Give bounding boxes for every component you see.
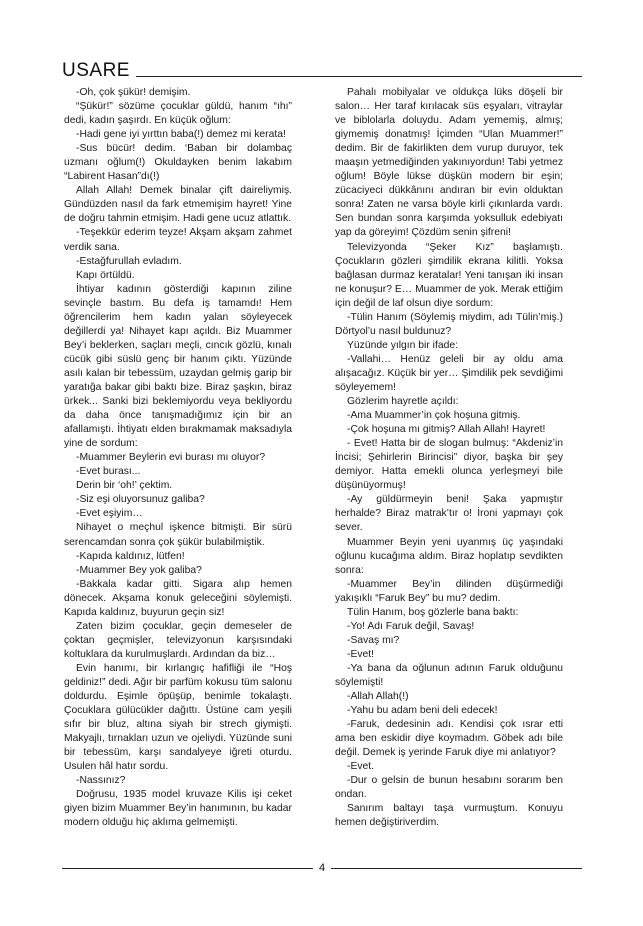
paragraph: -Muammer Beylerin evi burası mı oluyor?	[76, 452, 266, 464]
paragraph: -Evet!	[347, 648, 375, 660]
paragraph: Tülin Hanım, boş gözlerle bana baktı:	[347, 606, 519, 618]
paragraph: Allah Allah! Demek binalar çift daireliymiş. Gündüzden nasıl da fark etmemişim hayret! Yine de doğru tahmin etmişim. Hadi gene ucuz atlattık.	[64, 185, 292, 225]
paragraph: -Çok hoşuna mı gitmiş? Allah Allah! Hayret!	[347, 424, 546, 436]
paragraph: -Nassınız?	[76, 775, 126, 787]
paragraph: -Evet burası...	[76, 466, 141, 478]
paragraph: -Ya bana da oğlunun adının Faruk olduğunu söylemişti!	[335, 662, 563, 688]
paragraph: -Estağfurullah evladım.	[76, 255, 182, 267]
paragraph: -Siz eşi oluyorsunuz galiba?	[76, 494, 205, 506]
paragraph: Derin bir ‘oh!’ çektim.	[76, 480, 173, 492]
paragraph: -Dur o gelsin de bunun hesabını sorarım ben ondan.	[335, 775, 563, 801]
paragraph: -Hadi gene iyi yırttın baba(!) demez mi kerata!	[76, 129, 286, 141]
left-text-column	[64, 86, 292, 830]
paragraph: Sanırım baltayı taşa vurmuştum. Konuyu hemen değiştiriverdim.	[335, 803, 563, 829]
paragraph: -Ama Muammer’in çok hoşuna gitmiş.	[347, 410, 521, 422]
paragraph: Yüzünde yılgın bir ifade:	[347, 339, 458, 351]
paragraph: Nihayet o meçhul işkence bitmişti. Bir sürü serencamdan sonra çok şükür bulabilmiştik.	[64, 522, 292, 548]
paragraph: -Evet.	[347, 761, 375, 773]
footer-rule-right	[331, 868, 582, 869]
paragraph: Muammer Beyin yeni uyanmış üç yaşındaki oğlunu kucağıma aldım. Biraz hoplatıp sevdikten sonra:	[335, 536, 563, 576]
footer-rule-left	[62, 868, 313, 869]
page-footer	[62, 860, 582, 876]
right-text-column	[335, 86, 563, 830]
header-rule	[136, 76, 582, 77]
paragraph: Televizyonda “Şeker Kız” başlamıştı. Çocukların gözleri şimdilik ekrana kilitli. Yoksa bağlasan durmaz keratalar! Yeni tanışan iki insan ne konuşur? E… Muammer de yok. Merak ettiğim için değil de laf olsun diye sordum:	[335, 241, 563, 309]
paragraph: Evin hanımı, bir kırlangıç hafifliği ile “Hoş geldiniz!” dedi. Ağır bir parfüm kokusu tüm salonu doldurdu. Eşimle öpüşüp, benimle tokalaştı. Çocuklara gülücükler dağıttı. Üstüne cam yeşili sıfır bir bluz, altına siyah bir strech giymişti. Makyajlı, tırnakları uzun ve ojeliydi. Yüzünde suni bir tebessüm, karşı sandalyeye iğreti oturdu. Usulen hâl hatır sordu.	[64, 662, 292, 773]
paragraph: İhtiyar kadının gösterdiği kapının ziline sevinçle bastım. Bu defa iş tamamdı! Hem öğrencilerim hem kadın yalan söyleyecek değillerdi ya! Nihayet kapı açıldı. Biz Muammer Bey’i beklerken, saçları meçli, cıncık gözlü, kınalı cücük gibi süslü genç bir hanım çıktı. Yüzünde asılı kalan bir tebessüm, uzaydan gelmiş garip bir yaratığa bakar gibi baktı bize. Biraz şaşkın, biraz ürkek... Sanki bizi beklemiyordu veya bekliyordu da daha önce tanışmadığımız için bir an afallamıştı. İhtiyatı elden bırakmamak maksadıyla yine de sordum:	[64, 283, 292, 450]
paragraph: -Savaş mı?	[347, 634, 400, 646]
page-header	[62, 56, 582, 80]
paragraph: -Evet eşiyim…	[76, 508, 143, 520]
paragraph: -Teşekkür ederim teyze! Akşam akşam zahmet verdik sana.	[64, 227, 292, 253]
paragraph: -Muammer Bey’in dilinden düşürmediği yakışıklı “Faruk Bey” bu mu? dedim.	[335, 578, 563, 604]
paragraph: -Sus bücür! dedim. ‘Baban bir dolambaç uzmanı oğlum(!) Okuldayken benim lakabım “Labirent Hasan”dı(!)	[64, 143, 292, 183]
paragraph: Zaten bizim çocuklar, geçin demeseler de çoktan geçmişler, televizyonun karşısındaki koltuklara da kurulmuşlardı. Ardından da biz…	[64, 620, 292, 660]
paragraph: -Ay güldürmeyin beni! Şaka yapmıştır herhalde? Biraz matrak’tır o! İroni yapmayı çok sever.	[335, 494, 563, 534]
paragraph: -Yo! Adı Faruk değil, Savaş!	[347, 620, 475, 632]
paragraph: Gözlerim hayretle açıldı:	[347, 396, 459, 408]
paragraph: Kapı örtüldü.	[76, 269, 135, 281]
paragraph: -Allah Allah(!)	[347, 691, 409, 703]
paragraph: Doğrusu, 1935 model kruvaze Kilis işi ceket giyen bizim Muammer Bey’in hanımının, bu kadar modern olduğu hiç aklıma gelmemişti.	[64, 789, 292, 829]
paragraph: -Yahu bu adam beni deli edecek!	[347, 705, 498, 717]
paragraph: -Faruk, dedesinin adı. Kendisi çok ısrar etti ama ben eskidir diye koymadım. Göbek adı bile değil. Demek iş yerinde Faruk diye mi anlatıyor?	[335, 719, 563, 759]
paragraph: -Tülin Hanım (Söylemiş miydim, adı Tülin’miş.) Dörtyol’u nasıl buldunuz?	[335, 311, 563, 337]
magazine-title: USARE	[62, 60, 130, 81]
paragraph: - Evet! Hatta bir de slogan bulmuş: “Akdeniz’in İncisi; Şehirlerin Birincisi” diyor, başka bir şey demiyor. Hatta emekli olunca yerleşmeyi bile düşünüyormuş!	[335, 438, 563, 492]
paragraph: -Oh, çok şükür! demişim.	[76, 87, 191, 98]
paragraph: -Vallahi… Henüz geleli bir ay oldu ama alışacağız. Küçük bir yer… Şimdilik pek sevdiğimi söyleyemem!	[335, 353, 563, 393]
paragraph: -Bakkala kadar gitti. Sigara alıp hemen dönecek. Akşama konuk geleceğini söylemişti. Kapıda kaldınız, buyurun geçin siz!	[64, 578, 292, 618]
page-number: 4	[318, 861, 326, 874]
paragraph: “Şükür!” sözüme çocuklar güldü, hanım “ıhı” dedi, kadın şaşırdı. En küçük oğlum:	[64, 101, 292, 127]
paragraph: -Muammer Bey yok galiba?	[76, 564, 202, 576]
paragraph: Pahalı mobilyalar ve oldukça lüks döşeli bir salon… Her taraf kırılacak süs eşyaları, vitraylar ve biblolarla doluydu. Adam yememiş, almış; giymemiş donatmış! İçimden “Ulan Muammer!” dedim. Bir de fakirlikten dem vurup duruyor, tek maaşın yetmediğinden yakınıyordun! Tabi yetmez oğlum! Böyle lükse düşkün modern bir eşin; zücaciyeci dükkânını andıran bir evin olduktan sonra! Zaten ne varsa böyle kirli çıkınlarda vardı. Sen bundan sonra karşımda yoksulluk edebiyatı yap da göreyim! Çözdüm senin şifreni!	[335, 87, 563, 239]
paragraph: -Kapıda kaldınız, lütfen!	[76, 550, 185, 562]
